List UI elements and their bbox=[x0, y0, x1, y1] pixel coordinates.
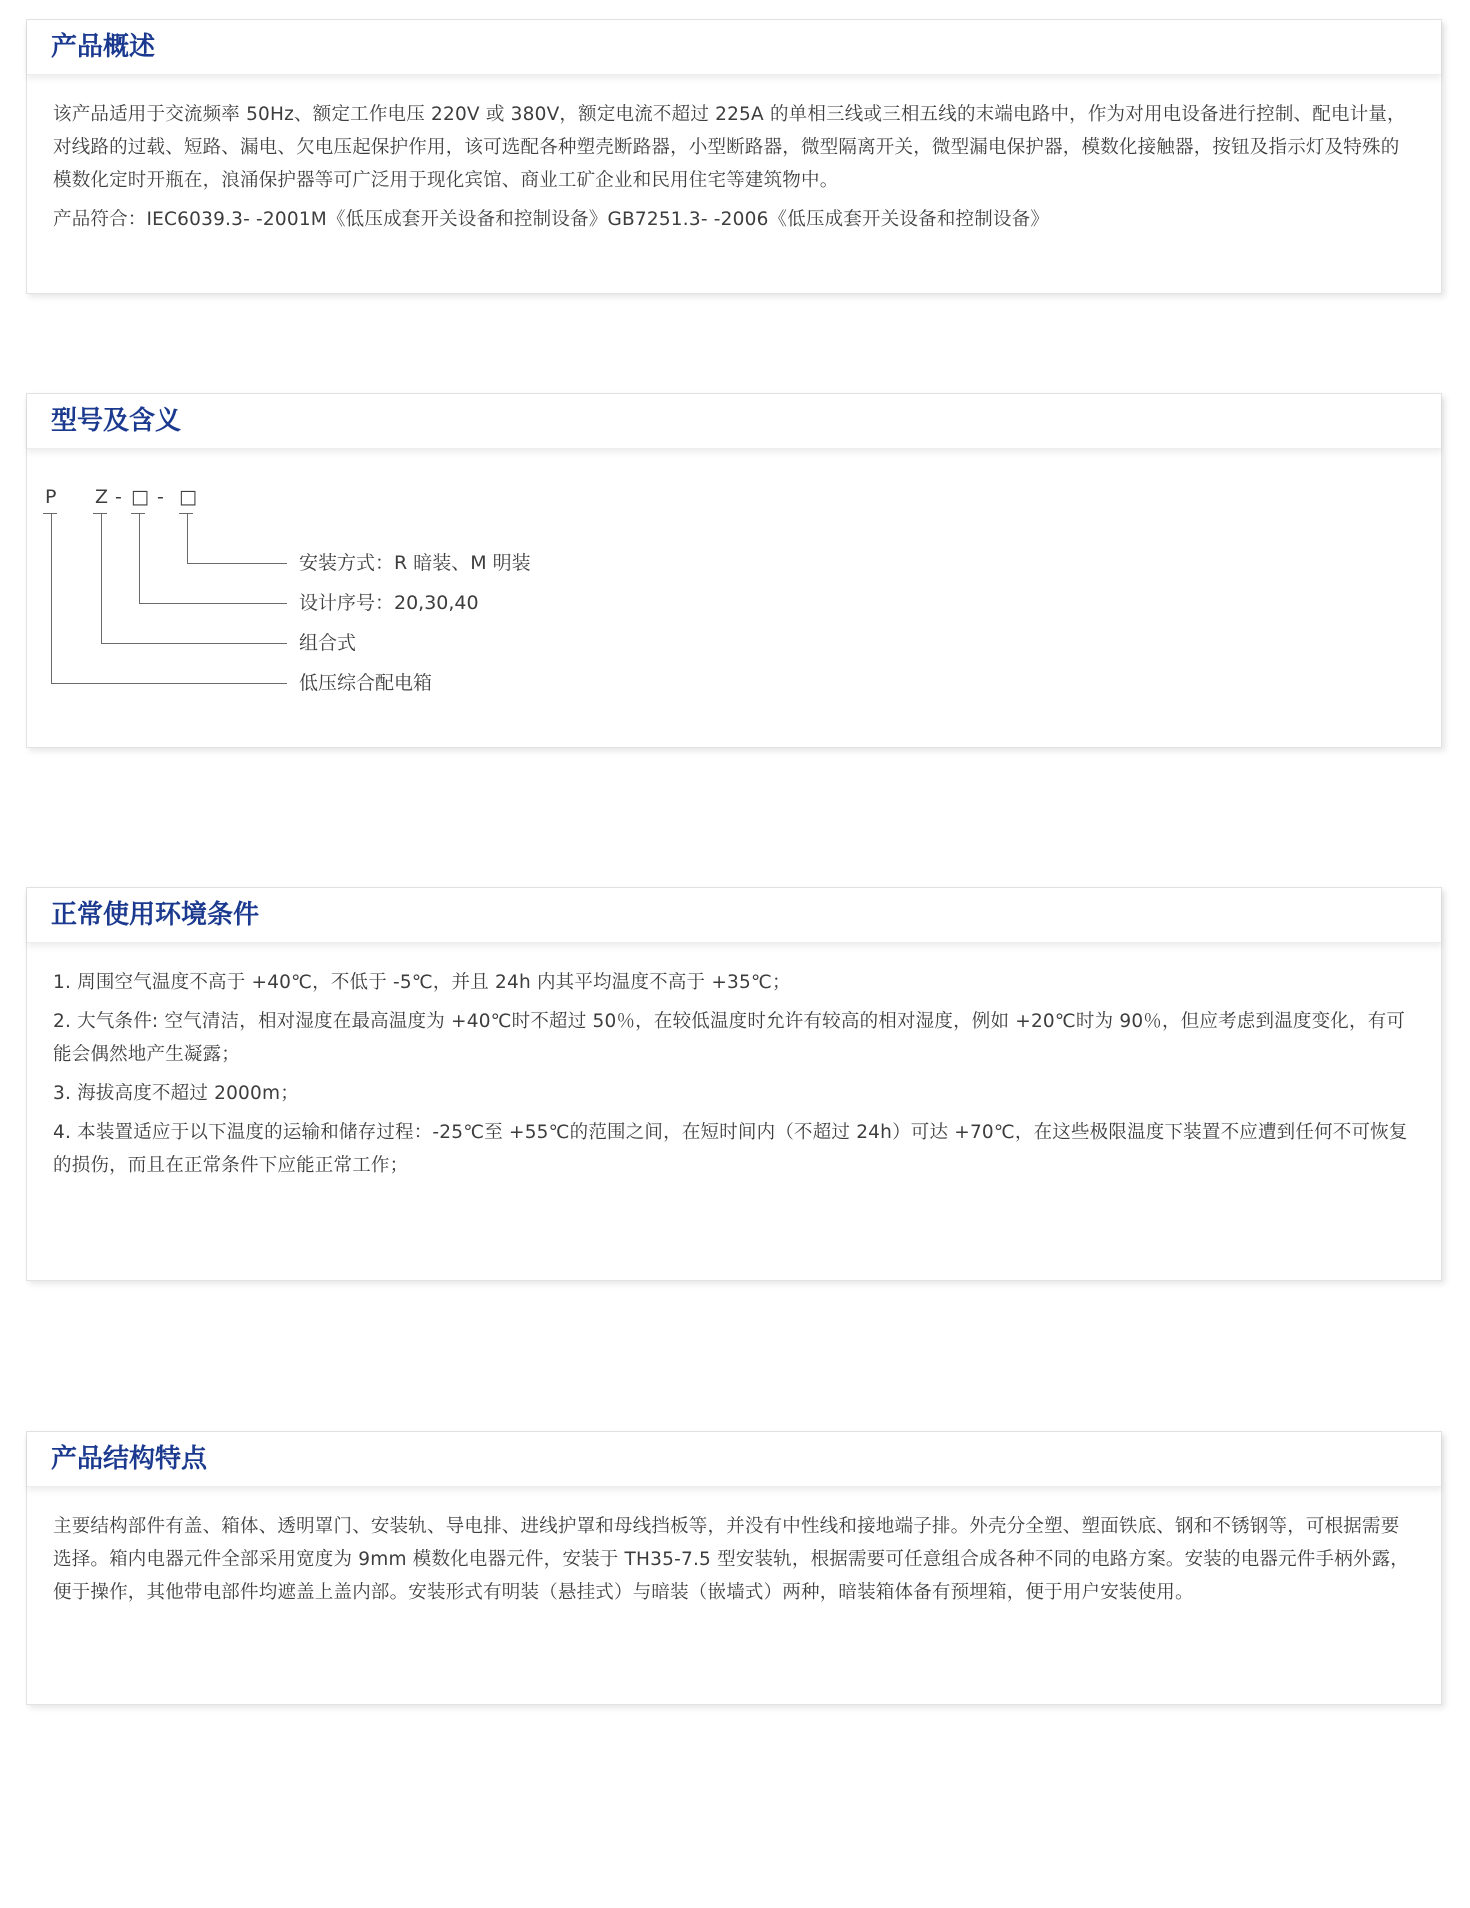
tick-box-2 bbox=[179, 513, 193, 514]
structure-card bbox=[26, 1431, 1442, 1705]
overview-header bbox=[27, 20, 1441, 75]
meaning-combination: 组合式 bbox=[299, 632, 357, 654]
structure-header bbox=[27, 1432, 1441, 1487]
leader-box-horizontal bbox=[51, 683, 287, 684]
environment-card bbox=[26, 887, 1442, 1281]
overview-card bbox=[26, 19, 1442, 294]
tick-z bbox=[93, 513, 107, 514]
code-dash-1: - bbox=[115, 486, 122, 508]
leader-design-horizontal bbox=[139, 603, 287, 604]
code-letter-p: P bbox=[45, 486, 57, 508]
environment-item-1: 1. 周围空气温度不高于 +40℃，不低于 -5℃，并且 24h 内其平均温度不高于 +35℃； bbox=[53, 972, 791, 993]
overview-title: 产品概述 bbox=[51, 32, 156, 62]
leader-install-horizontal bbox=[187, 563, 287, 564]
model-diagram bbox=[27, 449, 1441, 695]
code-box-2: □ bbox=[179, 486, 197, 508]
overview-paragraph: 该产品适用于交流频率 50Hz、额定工作电压 220V 或 380V，额定电流不超过 225A 的单相三线或三相五线的末端电路中，作为对用电设备进行控制、配电计量，对线路的过载、短路、漏电、欠电压起保护作用，该可选配各种塑壳断路器，小型断路器，微型隔离开关，微型漏电保护器，模数化接触器，按钮及指示灯及特殊的模数化定时开瓶在，浪涌保护器等可广泛用于现化宾馆、商业工矿企业和民用住宅等建筑物中。 bbox=[53, 104, 1406, 191]
model-title: 型号及含义 bbox=[51, 406, 182, 436]
model-header bbox=[27, 394, 1441, 449]
leader-combo-horizontal bbox=[101, 643, 287, 644]
structure-title: 产品结构特点 bbox=[51, 1444, 208, 1474]
tick-box-1 bbox=[131, 513, 145, 514]
leader-design-vertical bbox=[139, 513, 140, 603]
meaning-design-number: 设计序号：20,30,40 bbox=[299, 592, 479, 614]
environment-header bbox=[27, 888, 1441, 943]
environment-item-4: 4. 本装置适应于以下温度的运输和储存过程：-25℃至 +55℃的范围之间，在短时间内（不超过 24h）可达 +70℃，在这些极限温度下装置不应遭到任何不可恢复的损伤，而且在正常条件下应能正常工作； bbox=[53, 1122, 1408, 1176]
structure-paragraph: 主要结构部件有盖、箱体、透明罩门、安装轨、导电排、进线护罩和母线挡板等，并没有中性线和接地端子排。外壳分全塑、塑面铁底、钢和不锈钢等，可根据需要选择。箱内电器元件全部采用宽度为 9mm 模数化电器元件，安装于 TH35-7.5 型安装轨，根据需要可任意组合成各种不同的电路方案。安装的电器元件手柄外露，便于操作，其他带电部件均遮盖上盖内部。安装形式有明装（悬挂式）与暗装（嵌墙式）两种，暗装箱体备有预埋箱，便于用户安装使用。 bbox=[53, 1516, 1409, 1603]
environment-body bbox=[27, 943, 1441, 1182]
meaning-distribution-box: 低压综合配电箱 bbox=[299, 672, 433, 694]
structure-body bbox=[27, 1487, 1441, 1609]
model-card bbox=[26, 393, 1442, 748]
overview-standards: 产品符合：IEC6039.3- -2001M《低压成套开关设备和控制设备》GB7251.3- -2006《低压成套开关设备和控制设备》 bbox=[53, 209, 1050, 230]
leader-box-vertical bbox=[51, 513, 52, 683]
environment-title: 正常使用环境条件 bbox=[51, 900, 260, 930]
code-dash-2: - bbox=[157, 486, 164, 508]
overview-body bbox=[27, 75, 1441, 236]
leader-install-vertical bbox=[187, 513, 188, 563]
meaning-install-method: 安装方式：R 暗装、M 明装 bbox=[299, 552, 531, 574]
leader-combo-vertical bbox=[101, 513, 102, 643]
code-box-1: □ bbox=[131, 486, 149, 508]
environment-item-3: 3. 海拔高度不超过 2000m； bbox=[53, 1083, 299, 1104]
tick-p bbox=[43, 513, 57, 514]
code-letter-z: Z bbox=[95, 486, 109, 508]
environment-item-2: 2. 大气条件: 空气清洁，相对湿度在最高温度为 +40℃时不超过 50％，在较低温度时允许有较高的相对湿度，例如 +20℃时为 90％，但应考虑到温度变化，有可能会偶然地产生凝露； bbox=[53, 1011, 1406, 1065]
